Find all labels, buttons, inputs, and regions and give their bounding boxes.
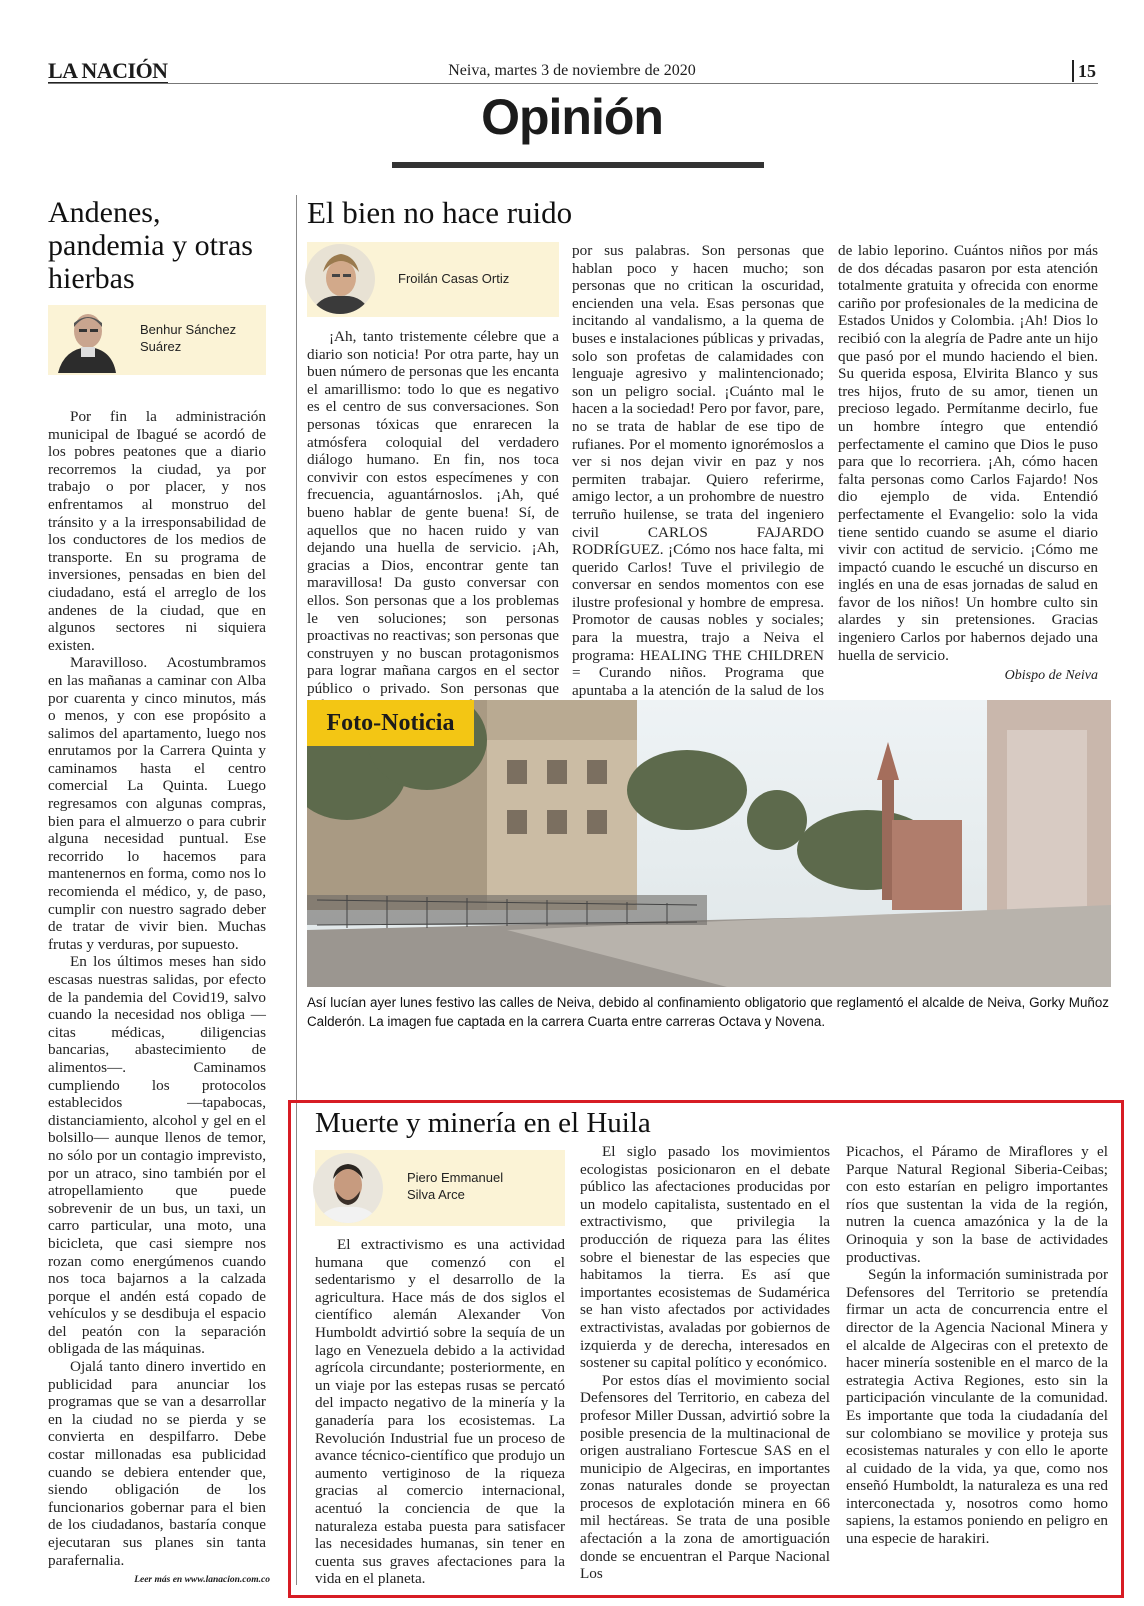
main-article-signature: Obispo de Neiva	[1004, 668, 1098, 683]
bottom-article-col3	[846, 1143, 1108, 1548]
bottom-col3-para2: Según la información suministrada por Defensores del Territorio se pretendía firmar un acta de concurrencia entre el director de la Agencia Nacional Minera y el alcalde de Algeciras con el pretexto de hacer minería sostenible en el marco de la estrategia Activa Regiones, esto sin la participación vinculante de la comunidad. Es importante que toda la ciudadanía del sur colombiano se movilice y proteja sus ecosistemas naturales y con ello le aporte al cuidado de la vida, ya que, como nos enseñó Humboldt, la naturaleza es una red interconectada y, nosotros como homo sapiens, la estamos poniendo en peligro en una especie de harakiri.	[846, 1266, 1108, 1548]
author-photo-silva-icon	[313, 1153, 383, 1223]
main-article-col2	[572, 242, 824, 735]
header-rule	[48, 83, 1098, 84]
photo-caption: Así lucían ayer lunes festivo las calles de Neiva, debido al confinamiento obligatorio que reglamentó el alcalde de Neiva, Gorky Muñoz Calderón. La imagen fue captada en la carrera Cuarta entre carreras Octava y Novena.	[307, 995, 1109, 1029]
left-article-body	[48, 408, 266, 1569]
bottom-col1-text: El extractivismo es una actividad humana que comenzó con el sedentarismo y el desarrollo de la agricultura. Hace más de dos siglos el científico alemán Alexander Von Humboldt advirtió sobre la sequía de un lago en Venezuela debido a la actividad agrícola circundante; posteriormente, en un viaje por las estepas rusas se percató del impacto negativo de la minería y la ganadería para los ecosistemas. La Revolución Industrial fue un proceso de avance técnico-científico que produjo un aumento vertiginoso de la riqueza gracias al comercio internacional, acentuó la conciencia de que la naturaleza estaba puesta para satisfacer las necesidades humanas, sin tener en cuenta sus graves afectaciones para la vida en el planeta.	[315, 1236, 565, 1588]
bottom-article-byline	[315, 1150, 565, 1226]
bottom-article-author	[407, 1169, 557, 1203]
bottom-author-line1: Piero Emmanuel	[407, 1170, 504, 1185]
page-number: 15	[1072, 60, 1096, 82]
left-article-author: Benhur Sánchez Suárez	[140, 322, 237, 354]
bottom-col2-para2: Por estos días el movimiento social Defensores del Territorio, en cabeza del profesor Miller Dussan, advirtió sobre la posible presencia de la multinacional de origen australiano Fortescue SAS en el municipio de Algeciras, en importantes zonas naturales donde se proyectan procesos de explotación minera en 66 mil hectáreas. Se trata de una posible afectación a la zona de amortiguación donde se encuentran el Parque Nacional Los	[580, 1371, 830, 1583]
section-underline	[392, 162, 764, 168]
left-paragraph: En los últimos meses han sido escasas nuestras salidas, por efecto de la pandemia del Covid19, salvo cuando la necesidad nos obliga —citas médicas, diligencias bancarias, abastecimiento de alimentos—. Caminamos cumpliendo los protocolos establecidos —tapabocas, distanciamiento, alcohol y gel en el bolsillo— aunque llenos de temor, no sólo por un contagio imprevisto, por un atraco, sino también por el atropellamiento que puede sobrevenir de un bus, un taxi, un carro particular, una moto, una bicicleta, que casi siempre nos rozan como energúmenos cuando nos toca bajarnos a la calzada porque el andén está copado de vehículos y se desdibuja el espacio del peatón con la separación obligada de las máquinas.	[48, 953, 266, 1358]
main-col1-text: ¡Ah, tanto tristemente célebre que a diario son noticia! Por otra parte, hay un buen número de personas que les encanta el amarillismo: todo lo que es negativo es el centro de sus conversaciones. Son personas tóxicas que enrarecen la atmósfera coloquial del verdadero diálogo humano. En fin, nos toca convivir con estos especímenes y con frecuencia, aguantárnoslos. ¡Ah, qué bueno hablar de gente buena! Sí, de aquellos que no hacen ruido y van dejando una huella de servicio. ¡Ah, gracias a Dios, encontrar gente tan maravillosa! Da gusto conversar con ellos. Son personas que a los problemas le ven soluciones; son personas proactivas no reactivas; son personas que construyen y no buscan protagonismos para lograr mañana cargos en el sector público o privado. Son personas que	[307, 328, 559, 697]
bottom-col3-para1: Picachos, el Páramo de Miraflores y el Parque Natural Regional Siberia-Ceibas; con esto estarían en peligro importantes ríos que sustentan la vida de la región, nutren la cuenca amazónica y la de la Orinoquia y son la base de actividades productivas.	[846, 1143, 1108, 1266]
bottom-article-col2	[580, 1143, 830, 1583]
photo-news-label: Foto-Noticia	[307, 700, 474, 746]
dateline: Neiva, martes 3 de noviembre de 2020	[448, 62, 696, 79]
bottom-author-line2: Silva Arce	[407, 1187, 465, 1202]
read-more-link[interactable]: Leer más en www.lanacion.com.co	[134, 1575, 270, 1585]
main-article-col3	[838, 242, 1098, 664]
main-article-col1	[307, 328, 559, 715]
main-article-title: El bien no hace ruido	[307, 195, 573, 230]
left-paragraph: Maravilloso. Acostumbramos en las mañanas a caminar con Alba por cuarenta y cinco minutos, más o menos, y con ese propósito a salimos del apartamento, luego nos enrutamos por la Carrera Quinta y caminamos hasta el centro comercial La Quinta. Luego regresamos con algunas compras, bien para el almuerzo o para cubrir alguna necesidad puntual. Ese recorrido lo hacemos para mantenernos en forma, como nos lo recomienda el médico, y, de paso, cumplir con nuestro sagrado deber de tratar de vivir bien. Muchas frutas y verduras, por supuesto.	[48, 654, 266, 953]
bottom-article-title: Muerte y minería en el Huila	[315, 1107, 651, 1139]
left-article-byline	[48, 305, 266, 375]
left-paragraph: Ojalá tanto dinero invertido en publicidad para anunciar los programas que se van a desarrollar en la ciudad no se pierda y se convierta en despilfarro. Debe costar millonadas esa publicidad cuando se debiera entender que, siendo obligación de los funcionarios gobernar para el bien de los ciudadanos, bastaría conque ejecutaran sus planes sin tanta parafernalia.	[48, 1358, 266, 1569]
main-col2-text: por sus palabras. Son personas que hablan poco y hacen mucho; son personas que no critican la oscuridad, encienden una vela. Esas personas que incitando al vandalismo, a la quema de buses e instalaciones públicas y privadas, solo son profetas de calamidades con lenguaje agresivo y malintencionado; son un peligro social. ¡Cuánto mal le hacen a la sociedad! Pero por favor, pare, no se trata de hablar de ese tipo de rufianes. Por el momento ignorémoslos a ver si nos dejan vivir en paz y nos permiten trabajar. Quiero referirme, amigo lector, a un prohombre de nuestro terruño huilense, se trata del ingeniero civil CARLOS FAJARDO RODRÍGUEZ. ¡Cómo nos hace falta, mi querido Carlos! Tuve el privilegio de conversar en sendos momentos con ese ilustre profesional y hombre de empresa. Promotor de causas nobles y sociales; para la muestra, trajo a Neiva el programa: HEALING THE CHILDREN = Curando niños. Programa que apuntaba a la atención de la salud de los	[572, 242, 824, 699]
author-photo-sanchez-icon	[54, 307, 118, 373]
masthead-logo: LA NACIÓN	[48, 58, 168, 83]
main-article-author: Froilán Casas Ortiz	[398, 271, 510, 286]
bottom-col2-para1: El siglo pasado los movimientos ecologistas posicionaron en el debate público las afectaciones producidas por un modelo capitalista, sustentado en el extractivismo, que privilegia la producción de riqueza para las élites sobre el bienestar de las especies que habitamos la tierra. Es así que importantes ecosistemas de Sudamérica se han visto afectados por actividades extractivistas, avaladas por gobiernos de izquierda y de derecha, interesados en sostener su capital político y económico.	[580, 1143, 830, 1372]
main-col3-text: de labio leporino. Cuántos niños por más de dos décadas pasaron por esta atención totalmente gratuita y ofrecida con enorme cariño por profesionales de la medicina de Estados Unidos y Colombia. ¡Ah! Dios lo recibió con la alegría de Padre ante un hijo que pasó por el mundo haciendo el bien. Su querida esposa, Elvirita Blanco y sus tres hijos, fruto de su amor, tienen un precioso legado. Permítanme decirlo, fue un hombre íntegro que entendió perfectamente el camino que Dios le puso para que lo recorriera. ¡Ah, cómo hacen falta personas como Carlos Fajardo! Nos dio ejemplo de vida. Entendió perfectamente el Evangelio: solo la vida tiene sentido cuando se asume el diario vivir con actitud de servicio. ¡Cómo me impactó cuando le escuché un discurso en inglés en una de esas jornadas de salud en favor de los niños! Un hombre culto sin alardes y sin pretensiones. Gracias ingeniero Carlos por habernos dejado una huella de servicio.	[838, 242, 1098, 664]
bottom-article-col1	[315, 1236, 565, 1588]
left-article-title: Andenes, pandemia y otras hierbas	[48, 196, 253, 295]
main-article-byline	[307, 242, 559, 317]
left-paragraph: Por fin la administración municipal de Ibagué se acordó de los pobres peatones que a diario recorremos la ciudad, ya por trabajo o por placer, y nos enfrentamos al monstruo del tránsito y a la irresponsabilidad de los conductores de los medios de transporte. En su programa de inversiones, pensadas en bien del ciudadano, está el arreglo de los andenes de la ciudad, que en algunos sectores ni siquiera existen.	[48, 408, 266, 654]
author-photo-casas-icon	[305, 244, 375, 314]
section-title: Opinión	[481, 89, 663, 145]
